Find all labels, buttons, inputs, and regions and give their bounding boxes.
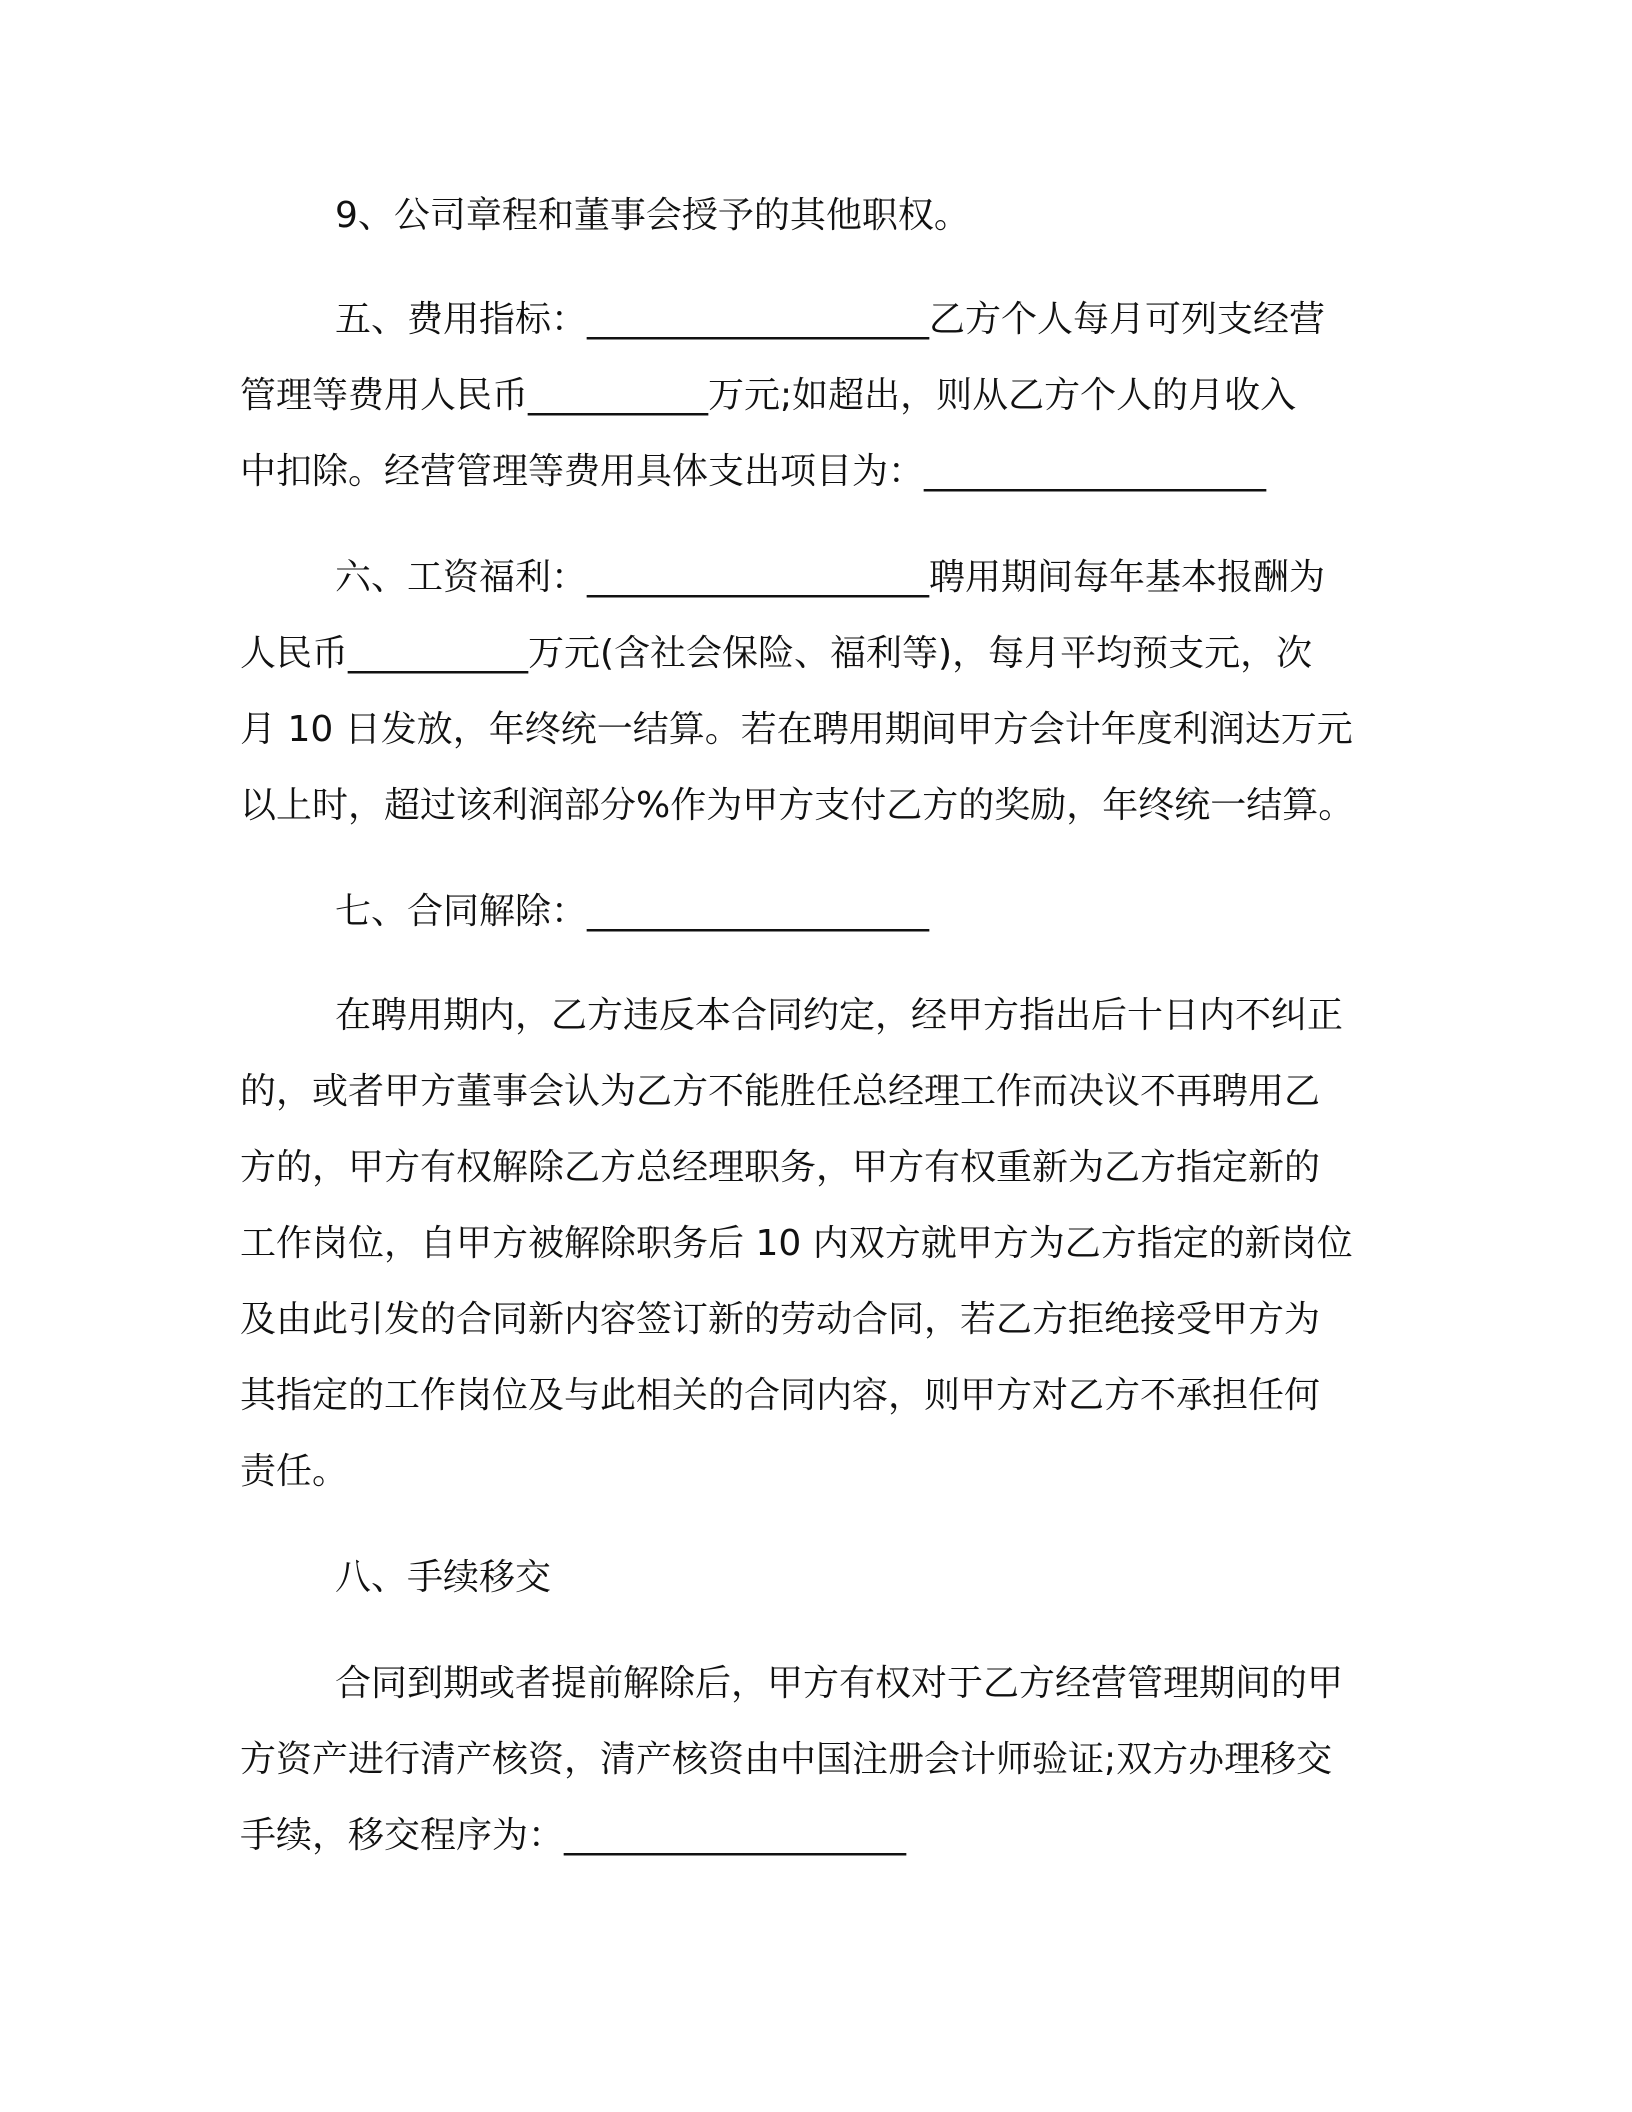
text-line: 管理等费用人民币__________万元;如超出，则从乙方个人的月收入 <box>240 375 1297 416</box>
text-line: 9、公司章程和董事会授予的其他职权。 <box>335 195 970 236</box>
text-line: 方的，甲方有权解除乙方总经理职务，甲方有权重新为乙方指定新的 <box>240 1147 1321 1188</box>
text-line: 在聘用期内，乙方违反本合同约定，经甲方指出后十日内不纠正 <box>335 995 1344 1036</box>
text-line: 以上时，超过该利润部分%作为甲方支付乙方的奖励，年终统一结算。 <box>240 785 1355 826</box>
text-line: 的，或者甲方董事会认为乙方不能胜任总经理工作而决议不再聘用乙 <box>240 1071 1321 1112</box>
text-line: 及由此引发的合同新内容签订新的劳动合同，若乙方拒绝接受甲方为 <box>240 1299 1321 1340</box>
text-line: 工作岗位，自甲方被解除职务后 10 内双方就甲方为乙方指定的新岗位 <box>240 1223 1353 1264</box>
text-line: 人民币__________万元(含社会保险、福利等)，每月平均预支元，次 <box>240 633 1313 674</box>
text-line: 其指定的工作岗位及与此相关的合同内容，则甲方对乙方不承担任何 <box>240 1375 1321 1416</box>
text-line: 合同到期或者提前解除后，甲方有权对于乙方经营管理期间的甲 <box>335 1663 1344 1704</box>
text-line: 中扣除。经营管理等费用具体支出项目为：___________________ <box>240 451 1267 492</box>
text-line: 责任。 <box>240 1451 349 1492</box>
text-line: 八、手续移交 <box>335 1557 552 1598</box>
text-line: 六、工资福利：___________________聘用期间每年基本报酬为 <box>335 557 1326 598</box>
text-line: 手续，移交程序为：___________________ <box>240 1815 907 1856</box>
text-line: 七、合同解除：___________________ <box>335 891 930 932</box>
text-line: 方资产进行清产核资，清产核资由中国注册会计师验证;双方办理移交 <box>240 1739 1333 1780</box>
text-line: 五、费用指标：___________________乙方个人每月可列支经营 <box>335 299 1326 340</box>
text-line: 月 10 日发放，年终统一结算。若在聘用期间甲方会计年度利润达万元 <box>240 709 1353 750</box>
